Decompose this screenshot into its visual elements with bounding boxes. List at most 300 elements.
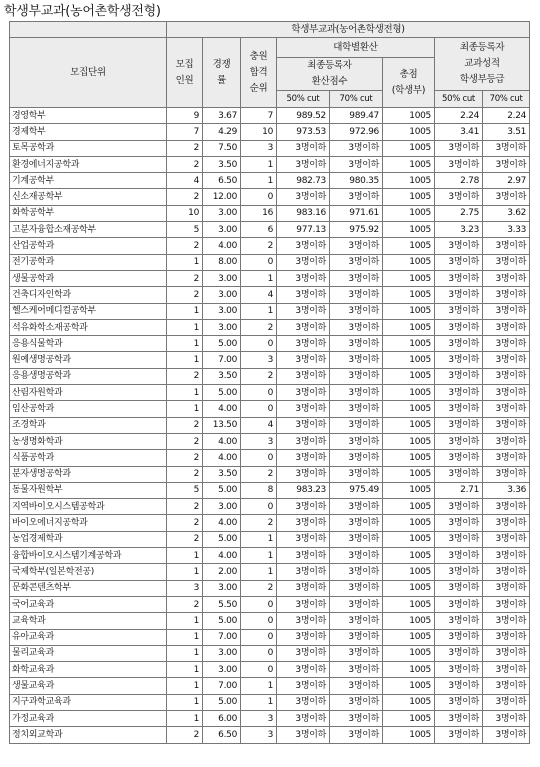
cell-score-70-cut: 3명이하 xyxy=(330,727,383,743)
cell-total-score: 1005 xyxy=(383,222,435,238)
cell-unit-name: 융합바이오시스템기계공학과 xyxy=(10,548,167,564)
cell-capacity: 2 xyxy=(167,466,203,482)
cell-capacity: 2 xyxy=(167,189,203,205)
header-waitlist: 충원 합격 순위 xyxy=(241,38,277,108)
header-empty-corner xyxy=(10,22,167,38)
cell-capacity: 1 xyxy=(167,710,203,726)
cell-unit-name: 동물자원학부 xyxy=(10,482,167,498)
cell-total-score: 1005 xyxy=(383,368,435,384)
cell-competition-rate: 7.00 xyxy=(203,629,241,645)
cell-unit-name: 환경에너지공학과 xyxy=(10,156,167,172)
cell-score-50-cut: 982.73 xyxy=(277,173,330,189)
cell-total-score: 1005 xyxy=(383,433,435,449)
table-row xyxy=(10,401,530,417)
table-row xyxy=(10,385,530,401)
cell-grade-50-cut: 3.41 xyxy=(435,124,483,140)
table-row xyxy=(10,727,530,743)
cell-waitlist-rank: 0 xyxy=(241,254,277,270)
cell-grade-50-cut: 3명이하 xyxy=(435,694,483,710)
cell-score-50-cut: 3명이하 xyxy=(277,678,330,694)
cell-score-50-cut: 3명이하 xyxy=(277,580,330,596)
cell-score-50-cut: 3명이하 xyxy=(277,401,330,417)
cell-grade-70-cut: 3명이하 xyxy=(483,352,530,368)
cell-grade-50-cut: 3명이하 xyxy=(435,580,483,596)
cell-grade-50-cut: 3명이하 xyxy=(435,156,483,172)
cell-total-score: 1005 xyxy=(383,417,435,433)
cell-score-50-cut: 3명이하 xyxy=(277,515,330,531)
cell-capacity: 2 xyxy=(167,596,203,612)
cell-score-70-cut: 971.61 xyxy=(330,205,383,221)
table-row xyxy=(10,499,530,515)
cell-total-score: 1005 xyxy=(383,336,435,352)
cell-total-score: 1005 xyxy=(383,270,435,286)
cell-waitlist-rank: 0 xyxy=(241,499,277,515)
cell-total-score: 1005 xyxy=(383,629,435,645)
cell-unit-name: 분자생명공학과 xyxy=(10,466,167,482)
cell-capacity: 1 xyxy=(167,564,203,580)
cell-unit-name: 경영학부 xyxy=(10,108,167,124)
cell-score-50-cut: 3명이하 xyxy=(277,254,330,270)
cell-score-70-cut: 3명이하 xyxy=(330,433,383,449)
cell-score-50-cut: 989.52 xyxy=(277,108,330,124)
table-row xyxy=(10,417,530,433)
cell-score-50-cut: 983.16 xyxy=(277,205,330,221)
cell-score-70-cut: 3명이하 xyxy=(330,548,383,564)
cell-score-50-cut: 3명이하 xyxy=(277,727,330,743)
cell-total-score: 1005 xyxy=(383,662,435,678)
table-row xyxy=(10,189,530,205)
cell-score-70-cut: 3명이하 xyxy=(330,596,383,612)
cell-score-50-cut: 3명이하 xyxy=(277,189,330,205)
table-row xyxy=(10,450,530,466)
cell-total-score: 1005 xyxy=(383,450,435,466)
cell-competition-rate: 8.00 xyxy=(203,254,241,270)
cell-waitlist-rank: 10 xyxy=(241,124,277,140)
table-row xyxy=(10,662,530,678)
cell-score-70-cut: 3명이하 xyxy=(330,645,383,661)
cell-waitlist-rank: 0 xyxy=(241,629,277,645)
cell-score-70-cut: 3명이하 xyxy=(330,368,383,384)
cell-unit-name: 유아교육과 xyxy=(10,629,167,645)
cell-competition-rate: 3.00 xyxy=(203,222,241,238)
cell-score-50-cut: 3명이하 xyxy=(277,287,330,303)
table-row xyxy=(10,173,530,189)
cell-grade-70-cut: 3명이하 xyxy=(483,385,530,401)
cell-score-70-cut: 3명이하 xyxy=(330,270,383,286)
cell-competition-rate: 12.00 xyxy=(203,189,241,205)
cell-score-70-cut: 3명이하 xyxy=(330,140,383,156)
cell-grade-70-cut: 3명이하 xyxy=(483,368,530,384)
cell-score-50-cut: 3명이하 xyxy=(277,336,330,352)
cell-capacity: 10 xyxy=(167,205,203,221)
cell-grade-70-cut: 3명이하 xyxy=(483,548,530,564)
cell-capacity: 2 xyxy=(167,499,203,515)
cell-competition-rate: 7.50 xyxy=(203,140,241,156)
cell-score-70-cut: 3명이하 xyxy=(330,564,383,580)
table-row xyxy=(10,352,530,368)
cell-waitlist-rank: 4 xyxy=(241,287,277,303)
cell-score-70-cut: 3명이하 xyxy=(330,189,383,205)
cell-grade-70-cut: 3명이하 xyxy=(483,694,530,710)
cell-total-score: 1005 xyxy=(383,205,435,221)
cell-score-50-cut: 3명이하 xyxy=(277,450,330,466)
cell-grade-70-cut: 3명이하 xyxy=(483,613,530,629)
cell-unit-name: 정치외교학과 xyxy=(10,727,167,743)
cell-score-70-cut: 3명이하 xyxy=(330,662,383,678)
cell-unit-name: 석유화학소재공학과 xyxy=(10,319,167,335)
cell-total-score: 1005 xyxy=(383,140,435,156)
cell-capacity: 2 xyxy=(167,417,203,433)
header-grade-70-cut: 70% cut xyxy=(483,91,530,108)
table-row xyxy=(10,482,530,498)
table-row xyxy=(10,238,530,254)
header-grade: 최종등록자 교과성적 학생부등급 xyxy=(435,38,530,91)
cell-waitlist-rank: 1 xyxy=(241,270,277,286)
cell-unit-name: 산업공학과 xyxy=(10,238,167,254)
cell-competition-rate: 3.00 xyxy=(203,580,241,596)
table-row xyxy=(10,270,530,286)
cell-grade-50-cut: 3명이하 xyxy=(435,662,483,678)
cell-capacity: 1 xyxy=(167,645,203,661)
cell-capacity: 2 xyxy=(167,531,203,547)
table-row xyxy=(10,319,530,335)
cell-score-70-cut: 3명이하 xyxy=(330,336,383,352)
table-body xyxy=(10,108,530,744)
cell-competition-rate: 4.00 xyxy=(203,433,241,449)
cell-grade-50-cut: 3명이하 xyxy=(435,352,483,368)
cell-grade-70-cut: 3명이하 xyxy=(483,254,530,270)
cell-score-70-cut: 3명이하 xyxy=(330,156,383,172)
cell-total-score: 1005 xyxy=(383,596,435,612)
cell-score-50-cut: 3명이하 xyxy=(277,531,330,547)
cell-unit-name: 화학공학부 xyxy=(10,205,167,221)
cell-capacity: 1 xyxy=(167,629,203,645)
cell-unit-name: 기계공학부 xyxy=(10,173,167,189)
cell-score-50-cut: 3명이하 xyxy=(277,319,330,335)
cell-waitlist-rank: 3 xyxy=(241,352,277,368)
header-score-70-cut: 70% cut xyxy=(330,91,383,108)
page-title: 학생부교과(농어촌학생전형) xyxy=(4,4,161,19)
cell-score-70-cut: 3명이하 xyxy=(330,580,383,596)
cell-competition-rate: 3.00 xyxy=(203,303,241,319)
cell-grade-50-cut: 3명이하 xyxy=(435,710,483,726)
cell-grade-50-cut: 3명이하 xyxy=(435,515,483,531)
cell-grade-50-cut: 3명이하 xyxy=(435,629,483,645)
cell-waitlist-rank: 2 xyxy=(241,580,277,596)
cell-unit-name: 고분자융합소재공학부 xyxy=(10,222,167,238)
cell-grade-50-cut: 3명이하 xyxy=(435,319,483,335)
cell-waitlist-rank: 8 xyxy=(241,482,277,498)
cell-grade-70-cut: 3명이하 xyxy=(483,319,530,335)
cell-total-score: 1005 xyxy=(383,613,435,629)
cell-score-50-cut: 3명이하 xyxy=(277,417,330,433)
cell-capacity: 1 xyxy=(167,401,203,417)
cell-score-70-cut: 3명이하 xyxy=(330,515,383,531)
cell-score-50-cut: 977.13 xyxy=(277,222,330,238)
cell-capacity: 1 xyxy=(167,352,203,368)
cell-grade-50-cut: 3명이하 xyxy=(435,499,483,515)
cell-grade-70-cut: 3명이하 xyxy=(483,466,530,482)
cell-score-70-cut: 3명이하 xyxy=(330,499,383,515)
cell-capacity: 7 xyxy=(167,124,203,140)
cell-grade-70-cut: 3.62 xyxy=(483,205,530,221)
cell-capacity: 1 xyxy=(167,254,203,270)
cell-unit-name: 원예생명공학과 xyxy=(10,352,167,368)
cell-competition-rate: 3.00 xyxy=(203,645,241,661)
cell-competition-rate: 5.50 xyxy=(203,596,241,612)
cell-waitlist-rank: 0 xyxy=(241,385,277,401)
cell-score-50-cut: 3명이하 xyxy=(277,629,330,645)
cell-total-score: 1005 xyxy=(383,173,435,189)
cell-capacity: 2 xyxy=(167,450,203,466)
cell-score-70-cut: 3명이하 xyxy=(330,678,383,694)
cell-unit-name: 신소재공학부 xyxy=(10,189,167,205)
cell-competition-rate: 4.00 xyxy=(203,515,241,531)
table-row xyxy=(10,368,530,384)
cell-waitlist-rank: 2 xyxy=(241,319,277,335)
cell-capacity: 1 xyxy=(167,678,203,694)
cell-competition-rate: 7.00 xyxy=(203,352,241,368)
cell-score-50-cut: 3명이하 xyxy=(277,596,330,612)
cell-competition-rate: 3.00 xyxy=(203,499,241,515)
cell-grade-50-cut: 3명이하 xyxy=(435,678,483,694)
cell-grade-70-cut: 2.24 xyxy=(483,108,530,124)
cell-grade-70-cut: 3명이하 xyxy=(483,270,530,286)
header-competition: 경쟁 률 xyxy=(203,38,241,108)
cell-grade-70-cut: 3명이하 xyxy=(483,564,530,580)
table-row xyxy=(10,678,530,694)
cell-score-50-cut: 3명이하 xyxy=(277,662,330,678)
cell-grade-70-cut: 3명이하 xyxy=(483,287,530,303)
header-capacity: 모집 인원 xyxy=(167,38,203,108)
cell-unit-name: 경제학부 xyxy=(10,124,167,140)
cell-competition-rate: 3.00 xyxy=(203,270,241,286)
cell-total-score: 1005 xyxy=(383,319,435,335)
cell-waitlist-rank: 1 xyxy=(241,564,277,580)
header-total: 총점 (학생부) xyxy=(383,58,435,108)
cell-score-50-cut: 3명이하 xyxy=(277,710,330,726)
cell-waitlist-rank: 3 xyxy=(241,140,277,156)
cell-score-70-cut: 980.35 xyxy=(330,173,383,189)
header-final-score: 최종등록자 환산점수 xyxy=(277,58,383,91)
cell-score-70-cut: 3명이하 xyxy=(330,417,383,433)
cell-capacity: 2 xyxy=(167,140,203,156)
cell-score-50-cut: 3명이하 xyxy=(277,564,330,580)
cell-total-score: 1005 xyxy=(383,287,435,303)
cell-total-score: 1005 xyxy=(383,564,435,580)
cell-grade-50-cut: 3명이하 xyxy=(435,417,483,433)
cell-waitlist-rank: 0 xyxy=(241,336,277,352)
cell-score-70-cut: 3명이하 xyxy=(330,303,383,319)
cell-grade-70-cut: 3명이하 xyxy=(483,678,530,694)
table-row xyxy=(10,613,530,629)
cell-grade-50-cut: 3명이하 xyxy=(435,596,483,612)
cell-waitlist-rank: 3 xyxy=(241,433,277,449)
table-row xyxy=(10,287,530,303)
table-row xyxy=(10,303,530,319)
cell-total-score: 1005 xyxy=(383,156,435,172)
cell-score-70-cut: 3명이하 xyxy=(330,450,383,466)
cell-waitlist-rank: 3 xyxy=(241,727,277,743)
table-row xyxy=(10,564,530,580)
cell-capacity: 9 xyxy=(167,108,203,124)
cell-total-score: 1005 xyxy=(383,499,435,515)
table-row xyxy=(10,336,530,352)
cell-unit-name: 농생명화학과 xyxy=(10,433,167,449)
table-row xyxy=(10,433,530,449)
cell-grade-50-cut: 3명이하 xyxy=(435,270,483,286)
cell-unit-name: 교육학과 xyxy=(10,613,167,629)
cell-grade-50-cut: 3명이하 xyxy=(435,531,483,547)
cell-grade-70-cut: 3명이하 xyxy=(483,189,530,205)
cell-grade-50-cut: 3명이하 xyxy=(435,385,483,401)
cell-competition-rate: 13.50 xyxy=(203,417,241,433)
cell-capacity: 2 xyxy=(167,270,203,286)
table-row xyxy=(10,580,530,596)
cell-total-score: 1005 xyxy=(383,531,435,547)
cell-grade-50-cut: 3명이하 xyxy=(435,548,483,564)
cell-total-score: 1005 xyxy=(383,466,435,482)
cell-unit-name: 전기공학과 xyxy=(10,254,167,270)
cell-grade-70-cut: 3명이하 xyxy=(483,450,530,466)
table-row xyxy=(10,108,530,124)
cell-capacity: 2 xyxy=(167,515,203,531)
cell-waitlist-rank: 7 xyxy=(241,108,277,124)
cell-score-50-cut: 3명이하 xyxy=(277,270,330,286)
cell-capacity: 2 xyxy=(167,368,203,384)
cell-score-50-cut: 3명이하 xyxy=(277,613,330,629)
cell-competition-rate: 5.00 xyxy=(203,531,241,547)
cell-unit-name: 농업경제학과 xyxy=(10,531,167,547)
table-row xyxy=(10,531,530,547)
cell-waitlist-rank: 0 xyxy=(241,189,277,205)
cell-score-70-cut: 3명이하 xyxy=(330,254,383,270)
cell-grade-70-cut: 3명이하 xyxy=(483,499,530,515)
cell-total-score: 1005 xyxy=(383,238,435,254)
cell-waitlist-rank: 2 xyxy=(241,515,277,531)
cell-score-50-cut: 3명이하 xyxy=(277,368,330,384)
cell-competition-rate: 4.00 xyxy=(203,450,241,466)
cell-grade-70-cut: 3명이하 xyxy=(483,156,530,172)
cell-score-70-cut: 3명이하 xyxy=(330,694,383,710)
cell-score-50-cut: 3명이하 xyxy=(277,694,330,710)
cell-waitlist-rank: 1 xyxy=(241,303,277,319)
cell-score-70-cut: 3명이하 xyxy=(330,352,383,368)
cell-grade-70-cut: 3명이하 xyxy=(483,401,530,417)
header-score-50-cut: 50% cut xyxy=(277,91,330,108)
cell-score-50-cut: 3명이하 xyxy=(277,466,330,482)
table-row xyxy=(10,205,530,221)
header-unit: 모집단위 xyxy=(10,38,167,108)
cell-competition-rate: 3.50 xyxy=(203,156,241,172)
cell-waitlist-rank: 4 xyxy=(241,417,277,433)
cell-grade-70-cut: 3명이하 xyxy=(483,417,530,433)
table-row xyxy=(10,629,530,645)
header-converted: 대학별환산 xyxy=(277,38,435,58)
cell-grade-70-cut: 3명이하 xyxy=(483,645,530,661)
cell-total-score: 1005 xyxy=(383,515,435,531)
cell-grade-50-cut: 3명이하 xyxy=(435,287,483,303)
cell-competition-rate: 2.00 xyxy=(203,564,241,580)
cell-capacity: 2 xyxy=(167,156,203,172)
cell-capacity: 2 xyxy=(167,727,203,743)
cell-score-50-cut: 3명이하 xyxy=(277,548,330,564)
cell-grade-70-cut: 3명이하 xyxy=(483,336,530,352)
cell-score-50-cut: 3명이하 xyxy=(277,433,330,449)
cell-total-score: 1005 xyxy=(383,580,435,596)
cell-score-50-cut: 3명이하 xyxy=(277,385,330,401)
cell-competition-rate: 4.00 xyxy=(203,548,241,564)
cell-total-score: 1005 xyxy=(383,727,435,743)
table-row xyxy=(10,156,530,172)
cell-waitlist-rank: 0 xyxy=(241,450,277,466)
cell-unit-name: 생물교육과 xyxy=(10,678,167,694)
cell-score-50-cut: 973.53 xyxy=(277,124,330,140)
header-group-title: 학생부교과(농어촌학생전형) xyxy=(167,22,530,38)
cell-score-50-cut: 3명이하 xyxy=(277,156,330,172)
cell-grade-70-cut: 3명이하 xyxy=(483,515,530,531)
cell-competition-rate: 5.00 xyxy=(203,336,241,352)
cell-waitlist-rank: 1 xyxy=(241,694,277,710)
cell-grade-70-cut: 3명이하 xyxy=(483,662,530,678)
cell-waitlist-rank: 2 xyxy=(241,466,277,482)
cell-total-score: 1005 xyxy=(383,482,435,498)
cell-waitlist-rank: 0 xyxy=(241,596,277,612)
cell-grade-70-cut: 3.51 xyxy=(483,124,530,140)
cell-score-70-cut: 3명이하 xyxy=(330,613,383,629)
cell-grade-50-cut: 3명이하 xyxy=(435,254,483,270)
cell-grade-70-cut: 3.33 xyxy=(483,222,530,238)
cell-grade-70-cut: 3명이하 xyxy=(483,710,530,726)
cell-grade-50-cut: 3.23 xyxy=(435,222,483,238)
cell-capacity: 2 xyxy=(167,433,203,449)
cell-score-50-cut: 3명이하 xyxy=(277,499,330,515)
cell-waitlist-rank: 6 xyxy=(241,222,277,238)
table-row xyxy=(10,596,530,612)
cell-score-50-cut: 3명이하 xyxy=(277,352,330,368)
table-row xyxy=(10,515,530,531)
cell-capacity: 1 xyxy=(167,336,203,352)
cell-grade-70-cut: 3명이하 xyxy=(483,629,530,645)
cell-grade-70-cut: 3명이하 xyxy=(483,303,530,319)
cell-grade-50-cut: 2.75 xyxy=(435,205,483,221)
cell-grade-70-cut: 3명이하 xyxy=(483,140,530,156)
cell-unit-name: 바이오에너지공학과 xyxy=(10,515,167,531)
cell-waitlist-rank: 1 xyxy=(241,548,277,564)
cell-grade-50-cut: 3명이하 xyxy=(435,140,483,156)
cell-total-score: 1005 xyxy=(383,189,435,205)
cell-unit-name: 임산공학과 xyxy=(10,401,167,417)
cell-grade-70-cut: 3명이하 xyxy=(483,238,530,254)
cell-unit-name: 문화콘텐츠학부 xyxy=(10,580,167,596)
cell-unit-name: 조경학과 xyxy=(10,417,167,433)
cell-unit-name: 산림자원학과 xyxy=(10,385,167,401)
cell-score-70-cut: 3명이하 xyxy=(330,629,383,645)
cell-grade-50-cut: 3명이하 xyxy=(435,336,483,352)
table-header xyxy=(10,22,530,108)
cell-grade-50-cut: 3명이하 xyxy=(435,564,483,580)
cell-capacity: 3 xyxy=(167,580,203,596)
cell-score-70-cut: 3명이하 xyxy=(330,710,383,726)
cell-competition-rate: 3.67 xyxy=(203,108,241,124)
cell-score-70-cut: 3명이하 xyxy=(330,238,383,254)
cell-competition-rate: 4.00 xyxy=(203,401,241,417)
cell-score-70-cut: 3명이하 xyxy=(330,287,383,303)
cell-total-score: 1005 xyxy=(383,352,435,368)
table-row xyxy=(10,710,530,726)
cell-score-50-cut: 983.23 xyxy=(277,482,330,498)
cell-score-70-cut: 989.47 xyxy=(330,108,383,124)
